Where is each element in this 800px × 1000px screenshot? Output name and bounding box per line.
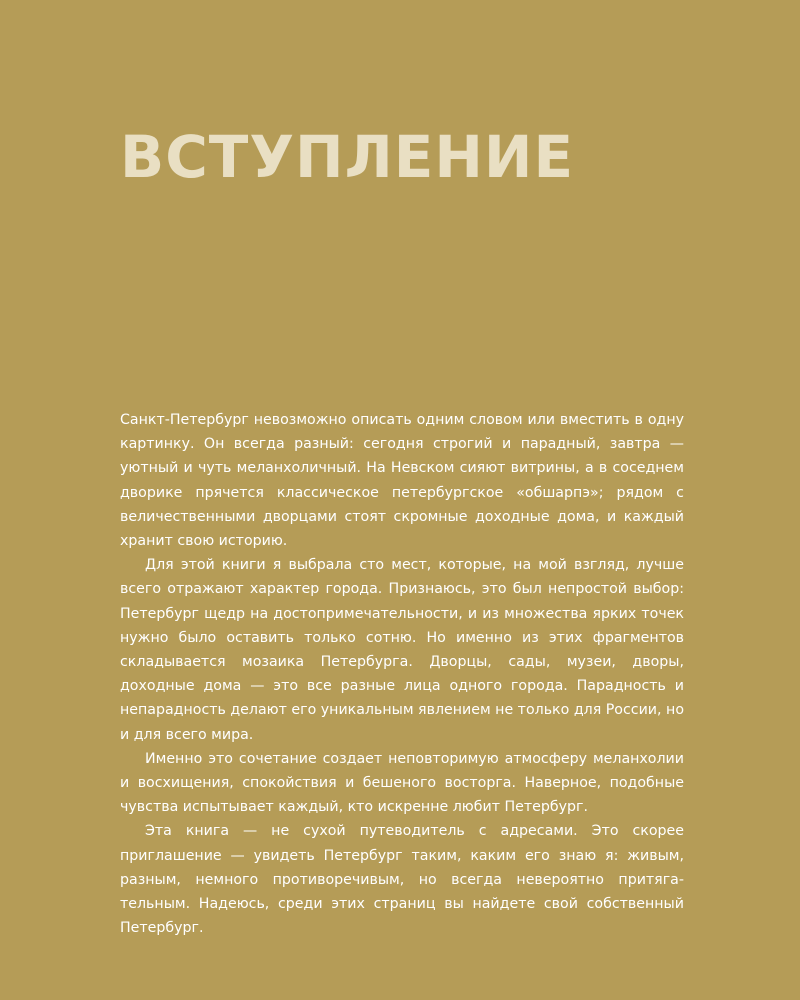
paragraph-3: Именно это сочетание создает неповторимую атмосферу меланхолии и восхищения, спокойствия и бешеного восторга. Наверное, подобные чувства испытывает каждый, кто искренне любит Петербург. xyxy=(120,750,684,816)
page-title: ВСТУПЛЕНИЕ xyxy=(120,123,575,191)
paragraph-4: Эта книга — не сухой путеводитель с адресами. Это скорее приглашение — увидеть Петербург таким, каким его знаю я: живым, разным, немного противоречивым, но всегда невероятно притягательным. Надеюсь, среди этих страниц вы найдете свой собственный Петербург. xyxy=(120,823,684,937)
paragraph-2: Для этой книги я выбрала сто мест, которые, на мой взгляд, лучше всего отражают характер города. Признаюсь, это был непростой выбор: Петербург щедр на достопримечательности, и из множества ярких точек нужно было оставить только сотню. Но именно из этих фрагментов складывается мозаика Петербурга. Дворцы, сады, музеи, дворы, доходные дома — это все разные лица одного города. Парадность и непарадность делают его уникальным явлением не только для России, но и для всего мира. xyxy=(120,557,684,743)
intro-text xyxy=(120,408,684,940)
paragraph-1: Санкт-Петербург невозможно описать одним словом или вместить в одну картинку. Он всегда разный: сегодня строгий и парадный, завтра — уютный и чуть меланхоличный. На Невском сияют витрины, а в соседнем дворике прячется классическое петербургское «обшарпэ»; рядом с величественными дворцами стоят скромные доходные дома, и каждый хранит свою историю. xyxy=(120,412,684,550)
